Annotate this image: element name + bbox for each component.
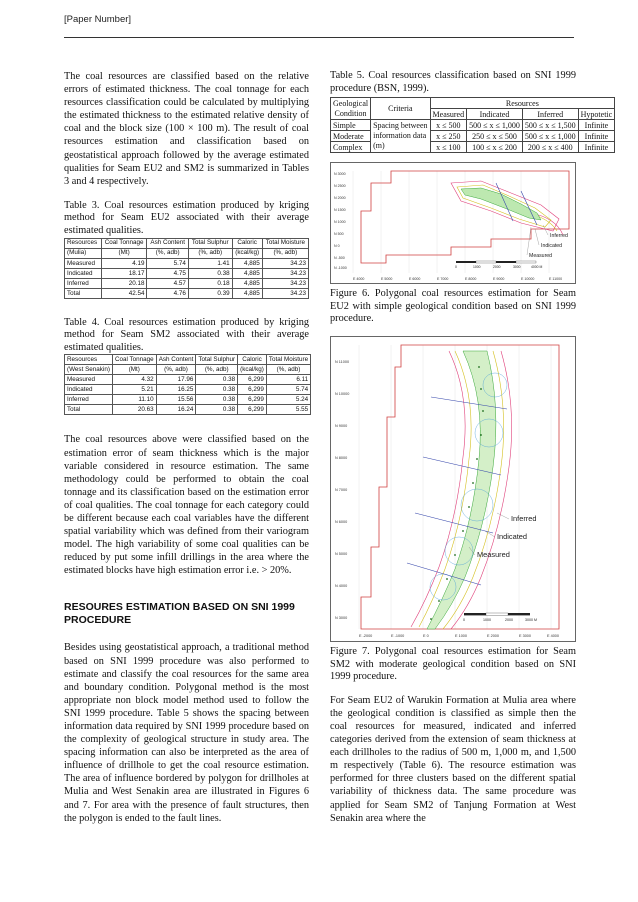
figure7-scale-label: 3000 M xyxy=(525,617,537,622)
figure6-map xyxy=(330,162,576,284)
table-cell: Total xyxy=(65,288,102,298)
figure6-y-tick: N 1500 xyxy=(334,208,346,213)
figure6-scale-bar xyxy=(455,261,542,269)
figure7-x-tick: E 3000 xyxy=(519,633,532,638)
table5-subheader: Inferred xyxy=(522,109,578,120)
figure6-x-tick: E 8000 xyxy=(465,277,477,282)
table-cell: Measured xyxy=(65,258,102,268)
table-cell: 6.11 xyxy=(266,375,310,385)
figure7-x-tick: E 0 xyxy=(423,633,429,638)
figure6-x-tick: E 7000 xyxy=(437,277,449,282)
table5-header-text: Condition xyxy=(334,108,367,118)
table3-header-row-2 xyxy=(65,248,309,258)
table5-subheader: Indicated xyxy=(467,109,523,120)
table-row xyxy=(65,258,309,268)
figure6-y-tick: N 2500 xyxy=(334,184,346,189)
paragraph-seam-eu2-results: For Seam EU2 of Warukin Formation at Mulia area where the geological condition is classified as simple then the coal resources for measured, indicated and inferred categories derived from the extension of seam thickness at each drillholes to the radius of 500 m, 1,000 m, and 1,500 m respectively (Table 6). The resource estimation was performed for three clusters based on the different spatial variability of thickness data. The same procedure was applied for Seam SM2 of Tanjung Formation at West Senakin area where the xyxy=(330,694,576,824)
table-cell: 4,885 xyxy=(232,278,262,288)
table-cell: 5.24 xyxy=(266,395,310,405)
figure7-x-tick: E 1000 xyxy=(455,633,468,638)
table-cell: 250 ≤ x ≤ 500 xyxy=(467,131,523,142)
table-cell: Total xyxy=(65,405,113,415)
paragraph-resource-classification: The coal resources are classified based on the relative errors of estimated thickness. The coal tonnage for each resources classification could be calculated by multiplying the estimated thickness to the estimated relative density of coal and the block size (100 × 100 m). The result of coal resources estimation and classification based on geostatistical approach followed by the average estimated qualities for Seam EU2 and SM2 is summarized in Tables 3 and 4 respectively. xyxy=(64,71,309,187)
table-cell: Complex xyxy=(331,142,371,153)
figure7-map xyxy=(330,336,576,642)
table-cell: 15.56 xyxy=(156,395,196,405)
table-cell: x ≤ 250 xyxy=(430,131,467,142)
figure6-x-tick: E 11000 xyxy=(549,277,563,282)
figure6-label-indicated: Indicated xyxy=(541,243,563,250)
figure7-scale-label: 0 xyxy=(463,617,465,622)
table-cell: 6,299 xyxy=(238,395,267,405)
paragraph-classification-error: The coal resources above were classified based on the estimation error of seam thickness which is the major variable considered in resource estimation. The same methodology could be performed to obtain the coal tonnage and its classification based on the estimation error of coal qualities. The coal tonnage for each category could be different because each coal variables have the different spatial variability which was defined from their variogram model. The high variability of some coal qualities can be reduced by put some infill drillings in the area where the estimated blocks have high estimation error i.e. > 20%. xyxy=(64,434,309,577)
table4-header-row-2 xyxy=(65,365,311,375)
table5-subheader: Measured xyxy=(430,109,467,120)
figure7-y-tick: N 7000 xyxy=(335,487,348,492)
table-cell: 4.76 xyxy=(147,288,188,298)
table4-caption: Table 4. Coal resources estimation produced by kriging method for Seam SM2 associated with their average estimated qualities. xyxy=(64,316,309,353)
table-cell: 4,885 xyxy=(232,258,262,268)
table3-header: Total Sulphur xyxy=(188,238,232,248)
left-column xyxy=(64,70,309,825)
figure6-label-measured: Measured xyxy=(529,253,553,260)
table3-caption: Table 3. Coal resources estimation produced by kriging method for Seam EU2 associated with their average estimated qualities. xyxy=(64,199,309,237)
figure7-y-tick: N 9000 xyxy=(335,423,348,428)
right-column xyxy=(330,70,613,825)
table5-criteria-cell xyxy=(371,120,430,153)
table4 xyxy=(64,354,311,415)
table3 xyxy=(64,238,309,299)
table-cell: 4,885 xyxy=(232,288,262,298)
figure7-label-inferred: Inferred xyxy=(511,513,537,523)
table-cell: 5.21 xyxy=(112,385,156,395)
table-cell: 0.38 xyxy=(196,375,238,385)
table-cell: 18.17 xyxy=(101,268,147,278)
figure7-x-tick: E -1000 xyxy=(391,633,405,638)
figure7-svg xyxy=(331,337,575,641)
table-cell: 100 ≤ x ≤ 200 xyxy=(467,142,523,153)
table-cell: 6,299 xyxy=(238,405,267,415)
figure7-scale-bar xyxy=(463,613,537,622)
table-cell: 5.74 xyxy=(147,258,188,268)
table-cell: 34.23 xyxy=(262,288,308,298)
figure7-caption: Figure 7. Polygonal coal resources estimation for Seam SM2 with moderate geological condition based on SNI 1999 procedure. xyxy=(330,645,576,683)
table-cell: 0.38 xyxy=(188,268,232,278)
table3-header: Total Moisture xyxy=(262,238,308,248)
table-cell: 4.19 xyxy=(101,258,147,268)
table5-header-geological xyxy=(331,98,371,120)
table-row xyxy=(65,268,309,278)
table5-header-row-1 xyxy=(331,98,615,109)
table5-header-resources: Resources xyxy=(430,98,615,109)
table-cell: 34.23 xyxy=(262,278,308,288)
figure6-y-tick: N -500 xyxy=(334,256,345,261)
table5-header-criteria: Criteria xyxy=(371,98,430,120)
table4-header-unit: (%, adb) xyxy=(196,365,238,375)
table3-header: Ash Content xyxy=(147,238,188,248)
table3-header-unit: (Mt) xyxy=(101,248,147,258)
table-row xyxy=(65,278,309,288)
table-cell: 6,299 xyxy=(238,385,267,395)
table-cell: 4,885 xyxy=(232,268,262,278)
table3-header-unit: (Mulia) xyxy=(65,248,102,258)
figure7-label-indicated: Indicated xyxy=(497,531,527,541)
table-cell: 4.75 xyxy=(147,268,188,278)
figure6-y-tick: N 3000 xyxy=(334,172,346,177)
table-cell: 6,299 xyxy=(238,375,267,385)
table-row xyxy=(65,288,309,298)
figure6-x-tick: E 4000 xyxy=(353,277,365,282)
table-cell: 0.38 xyxy=(196,405,238,415)
table3-header: Caloric xyxy=(232,238,262,248)
table4-header: Caloric xyxy=(238,355,267,365)
figure6-y-tick: N 0 xyxy=(334,244,340,249)
figure7-y-tick: N 8000 xyxy=(335,455,348,460)
table-cell: x ≤ 100 xyxy=(430,142,467,153)
table-cell: 17.96 xyxy=(156,375,196,385)
table3-header: Coal Tonnage xyxy=(101,238,147,248)
table-row xyxy=(65,385,311,395)
table4-header-unit: (%, adb) xyxy=(266,365,310,375)
figure7-x-tick: E 2000 xyxy=(487,633,500,638)
table4-header-unit: (West Senakin) xyxy=(65,365,113,375)
table-row xyxy=(65,395,311,405)
table4-header: Resources xyxy=(65,355,113,365)
table-row xyxy=(65,405,311,415)
table-cell: 42.54 xyxy=(101,288,147,298)
table-cell: x ≤ 500 xyxy=(430,120,467,131)
header-rule xyxy=(64,37,574,38)
figure7-y-tick: N 10000 xyxy=(335,391,350,396)
table4-header: Total Sulphur xyxy=(196,355,238,365)
figure7-scale-label: 1000 xyxy=(483,617,491,622)
table-cell: 500 ≤ x ≤ 1,500 xyxy=(522,120,578,131)
table-cell: 5.55 xyxy=(266,405,310,415)
figure6-x-tick: E 10000 xyxy=(521,277,535,282)
figure7-y-tick: N 5000 xyxy=(335,551,348,556)
table3-header-unit: (%, adb) xyxy=(147,248,188,258)
figure6-scale-label: 4000 M xyxy=(531,265,543,270)
table3-header-row-1 xyxy=(65,238,309,248)
paragraph-sni-procedure: Besides using geostatistical approach, a traditional method based on SNI 1999 procedure was also performed to estimate and classify the coal resources for the same area and boundary condition. Polygonal method is the most appropriate non block model method used to follow the SNI 1999 procedure. Table 5 shows the spacing between information data required by SNI 1999 procedure based on the complexity of geological structure in study area. The spacing information can also be interpreted as the area of influence of drillhole to get the coal resource estimation. The area of influence bordered by polygon for drillholes at Mulia and West Senakin area are illustrated in Figures 6 and 7. For area with the presence of fault structures, then the polygon is ended to the fault lines. xyxy=(64,642,309,824)
table5-caption: Table 5. Coal resources classification based on SNI 1999 procedure (BSN, 1999). xyxy=(330,70,576,94)
paper-number-header: [Paper Number] xyxy=(64,14,132,25)
table-cell: Infinite xyxy=(578,120,615,131)
table-cell: 4.57 xyxy=(147,278,188,288)
figure6-scale-label: 0 xyxy=(455,265,457,270)
table3-header-unit: (%, adb) xyxy=(188,248,232,258)
table-cell: 500 ≤ x ≤ 1,000 xyxy=(522,131,578,142)
figure6-x-tick: E 5000 xyxy=(381,277,393,282)
table-cell: 0.38 xyxy=(196,395,238,405)
figure6-y-tick: N 2000 xyxy=(334,196,346,201)
figure6-y-tick: N -1000 xyxy=(334,266,347,271)
table-cell: 0.38 xyxy=(196,385,238,395)
figure7-scale-label: 2000 xyxy=(505,617,513,622)
table4-header-unit: (kcal/kg) xyxy=(238,365,267,375)
table5-criteria-text: (m) xyxy=(373,141,385,151)
table-cell: 11.10 xyxy=(112,395,156,405)
figure6-label-inferred: Inferred xyxy=(550,233,568,240)
table-cell: Measured xyxy=(65,375,113,385)
table-cell: 20.63 xyxy=(112,405,156,415)
figure6-scale-label: 2000 xyxy=(493,265,501,270)
figure7-label-measured: Measured xyxy=(477,549,510,559)
table-cell: Inferred xyxy=(65,395,113,405)
table-cell: Infinite xyxy=(578,131,615,142)
table-cell: 34.23 xyxy=(262,258,308,268)
table-cell: 500 ≤ x ≤ 1,000 xyxy=(467,120,523,131)
table4-header: Total Moisture xyxy=(266,355,310,365)
table-cell: 0.39 xyxy=(188,288,232,298)
table-cell: 34.23 xyxy=(262,268,308,278)
figure6-y-tick: N 500 xyxy=(334,232,344,237)
table4-header: Coal Tonnage xyxy=(112,355,156,365)
table4-header-row-1 xyxy=(65,355,311,365)
table5 xyxy=(330,97,615,153)
table-cell: Infinite xyxy=(578,142,615,153)
table-cell: 200 ≤ x ≤ 400 xyxy=(522,142,578,153)
table3-header: Resources xyxy=(65,238,102,248)
figure7-y-tick: N 6000 xyxy=(335,519,348,524)
table3-header-unit: (%, adb) xyxy=(262,248,308,258)
table-cell: Indicated xyxy=(65,385,113,395)
table-cell: Inferred xyxy=(65,278,102,288)
table-cell: 16.24 xyxy=(156,405,196,415)
table5-header-text: Geological xyxy=(333,99,369,109)
figure7-y-tick: N 4000 xyxy=(335,583,348,588)
table-cell: 4.32 xyxy=(112,375,156,385)
figure7-y-tick: N 11000 xyxy=(335,359,350,364)
figure6-scale-label: 1000 xyxy=(473,265,481,270)
table4-header-unit: (Mt) xyxy=(112,365,156,375)
figure7-y-tick: N 3000 xyxy=(335,615,348,620)
table5-criteria-text: Spacing between xyxy=(373,121,428,131)
table4-header: Ash Content xyxy=(156,355,196,365)
figure7-x-tick: E 4000 xyxy=(547,633,560,638)
table4-header-unit: (%, adb) xyxy=(156,365,196,375)
table-cell: Indicated xyxy=(65,268,102,278)
table-cell: Moderate xyxy=(331,131,371,142)
table3-header-unit: (kcal/kg) xyxy=(232,248,262,258)
figure7-x-tick: E -2000 xyxy=(359,633,373,638)
figure6-x-tick: E 6000 xyxy=(409,277,421,282)
table-cell: 0.18 xyxy=(188,278,232,288)
section-title-sni-1999: RESOURES ESTIMATION BASED ON SNI 1999 PROCEDURE xyxy=(64,601,295,627)
figure7-inferred-polygons xyxy=(411,351,512,629)
table5-criteria-text: information data xyxy=(373,131,427,141)
table-cell: 1.41 xyxy=(188,258,232,268)
figure6-y-tick: N 1000 xyxy=(334,220,346,225)
table-cell: 16.25 xyxy=(156,385,196,395)
table-row xyxy=(65,375,311,385)
table-cell: 20.18 xyxy=(101,278,147,288)
table-cell: Simple xyxy=(331,120,371,131)
table-row xyxy=(331,120,615,131)
table5-subheader: Hypotetic xyxy=(578,109,615,120)
figure6-x-tick: E 9000 xyxy=(493,277,505,282)
table-cell: 5.74 xyxy=(266,385,310,395)
figure6-caption: Figure 6. Polygonal coal resources estimation for Seam EU2 with simple geological condition based on SNI 1999 procedure. xyxy=(330,288,576,325)
figure6-scale-label: 3000 xyxy=(513,265,521,270)
figure6-svg xyxy=(331,163,575,283)
